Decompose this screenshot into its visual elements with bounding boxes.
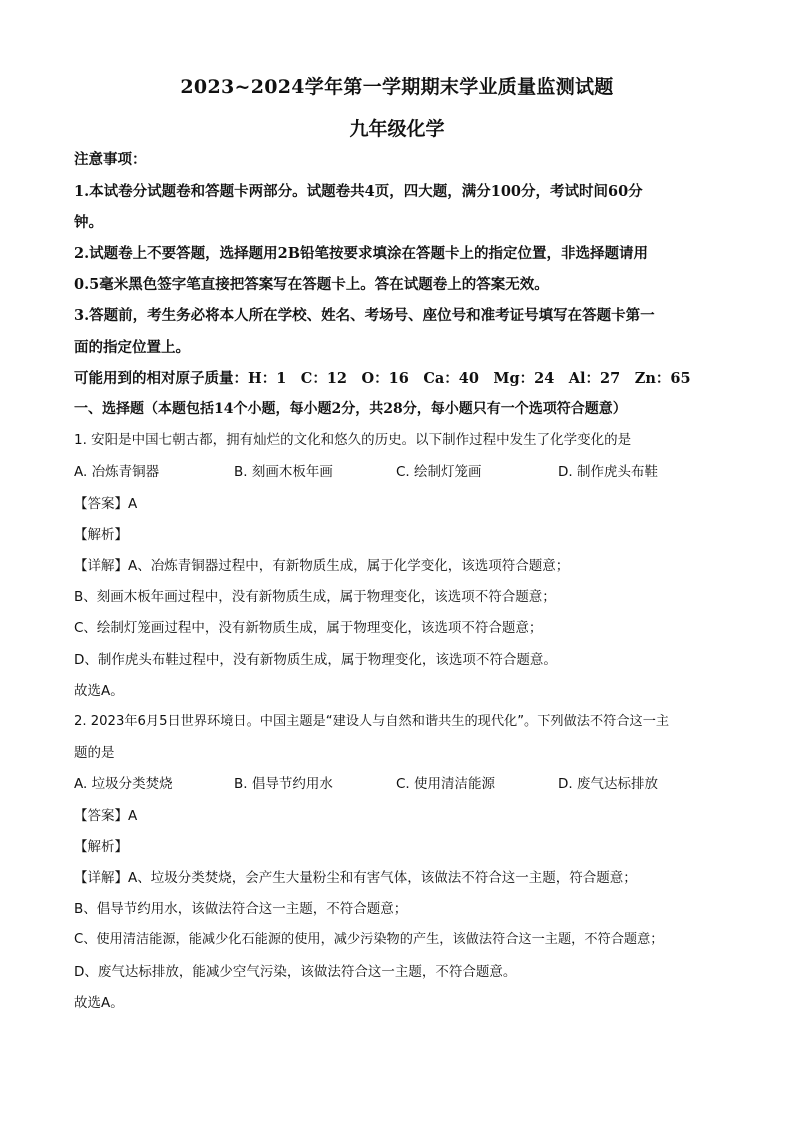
q2-conclusion: 故选A。 [74,995,124,1011]
note-2-line-1: 2.试题卷上不要答题，选择题用2B铅笔按要求填涂在答题卡上的指定位置，非选择题请用 [74,245,648,262]
q1-option-d: D. 制作虎头布鞋 [558,464,658,480]
q1-analysis-label: 【解析】 [74,527,128,543]
q1-detail-b: B、刻画木板年画过程中，没有新物质生成，属于物理变化，该选项不符合题意； [74,589,556,605]
q2-detail-c: C、使用清洁能源，能减少化石能源的使用，减少污染物的产生，该做法符合这一主题，不符合题意； [74,932,664,947]
notes-heading: 注意事项： [74,151,147,168]
atomic-masses: 可能用到的相对原子质量：H：1 C：12 O：16 Ca：40 Mg：24 Al：27 Zn：65 [74,370,691,387]
q1-detail-d: D、制作虎头布鞋过程中，没有新物质生成，属于物理变化，该选项不符合题意。 [74,652,557,668]
q1-option-c: C. 绘制灯笼画 [396,464,482,480]
question-1-stem: 1. 安阳是中国七朝古都，拥有灿烂的文化和悠久的历史。以下制作过程中发生了化学变化的是 [74,432,632,448]
q2-option-b: B. 倡导节约用水 [234,776,333,792]
q1-conclusion: 故选A。 [74,683,124,699]
question-2-stem-line-2: 题的是 [74,745,115,761]
q1-detail-a: 【详解】A、冶炼青铜器过程中，有新物质生成，属于化学变化，该选项符合题意； [74,558,570,574]
q2-detail-a: 【详解】A、垃圾分类焚烧，会产生大量粉尘和有害气体，该做法不符合这一主题，符合题意； [74,870,637,886]
note-1-line-1: 1.本试卷分试题卷和答题卡两部分。试题卷共4页，四大题，满分100分，考试时间60分 [74,183,643,200]
q2-answer: 【答案】A [74,808,138,824]
q1-option-b: B. 刻画木板年画 [234,464,333,480]
note-3-line-1: 3.答题前，考生务必将本人所在学校、姓名、考场号、座位号和准考证号填写在答题卡第一 [74,307,655,324]
q2-option-c: C. 使用清洁能源 [396,776,496,792]
q1-answer: 【答案】A [74,496,138,512]
section-heading: 一、选择题（本题包括14个小题，每小题2分，共28分，每小题只有一个选项符合题意） [74,401,627,417]
note-3-line-2: 面的指定位置上。 [74,339,190,356]
q1-option-a: A. 冶炼青铜器 [74,464,160,480]
q1-detail-c: C、绘制灯笼画过程中，没有新物质生成，属于物理变化，该选项不符合题意； [74,620,543,636]
q2-option-d: D. 废气达标排放 [558,776,658,792]
q2-option-a: A. 垃圾分类焚烧 [74,776,173,792]
q2-analysis-label: 【解析】 [74,839,128,855]
q2-detail-b: B、倡导节约用水，该做法符合这一主题，不符合题意； [74,901,408,917]
exam-subtitle: 九年级化学 [349,118,445,140]
note-1-line-2: 钟。 [74,214,103,231]
q2-detail-d: D、废气达标排放，能减少空气污染，该做法符合这一主题，不符合题意。 [74,964,517,980]
question-2-stem-line-1: 2. 2023年6月5日世界环境日。中国主题是“建设人与自然和谐共生的现代化”。下列做法不符合这一主 [74,714,670,729]
note-2-line-2: 0.5毫米黑色签字笔直接把答案写在答题卡上。答在试题卷上的答案无效。 [74,276,549,293]
exam-title: 2023~2024学年第一学期期末学业质量监测试题 [180,76,614,98]
